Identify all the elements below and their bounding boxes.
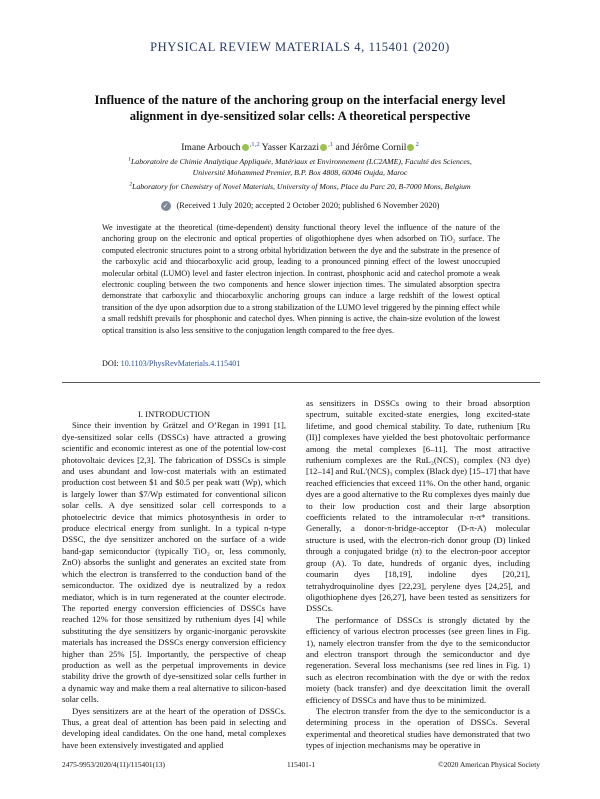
author-conjunction: and (333, 142, 352, 153)
section-heading: I. INTRODUCTION (137, 409, 211, 419)
affiliation-1 (80, 156, 520, 178)
publication-dates (0, 201, 600, 211)
left-column (62, 409, 286, 751)
article-title: Influence of the nature of the anchoring group on the interfacial energy level alignment in dye-sensitized solar cells: A theoretical perspective (94, 93, 506, 123)
footer-copyright: ©2020 American Physical Society (438, 760, 540, 769)
doi-link[interactable]: 10.1103/PhysRevMaterials.4.115401 (120, 359, 241, 368)
orcid-icon[interactable] (407, 144, 414, 151)
author-name: Yasser Karzazi (261, 142, 320, 153)
footer-page-number: 115401-1 (286, 760, 316, 769)
orcid-icon[interactable] (242, 144, 249, 151)
affiliation-text: Université Mohammed Premier, B.P. Box 4808, 60046 Oujda, Maroc (192, 168, 408, 177)
doi-label: DOI: (102, 359, 119, 368)
affiliation-2 (80, 181, 520, 192)
doi-line (102, 359, 240, 368)
paragraph: Since their invention by Grätzel and O’Regan in 1991 [1], dye-sensitized solar cells (DSSCs) have attracted a growing scientific and economic interest as one of the potential low-cost photovoltaic devices [2,3]. The fabrication of DSSCs is simple and uses abundant and low-cost materials with an estimated production cost between $1 and $0.5 per peak watt (Wp), which is largely lower than $7/Wp estimated for conventional silicon solar cells. A dye sensitized solar cell corresponds to a photoelectric device that mimics photosynthesis in order to produce electrical energy from sunlight. In a typical n-type DSSC, the dye sensitizer anchored on the surface of a wide band-gap semiconductor (typically TiO₂ or, less commonly, ZnO) absorbs the sunlight and generates an excited state from which the electron is transferred to the conduction band of the semiconductor. The oxidized dye is neutralized by a redox mediator, which is in turn regenerated at the counter electrode. The reported energy conversion efficiencies of DSSCs have reached 12% for those sensitized by ruthenium dyes [4] while substituting the dye sensitizers by organic-inorganic perovskite materials has increased the DSSCs energy conversion efficiency higher than 25% [5]. Importantly, the perspective of cheap production as well as the perpetual improvements in device stability drive the growth of dye-sensitized solar cells further in a dynamic way and make them a real alternative to silicon-based solar cells. (62, 420, 286, 705)
affiliation-text: Laboratory for Chemistry of Novel Materials, University of Mons, Place du Parc 20, B-7000 Mons, Belgium (132, 182, 471, 191)
paragraph: The performance of DSSCs is strongly dictated by the efficiency of various electron processes (see green lines in Fig. 1), namely electron transfer from the dye to the semiconductor and electron transport through the semiconductor and dye regeneration. Several loss mechanisms (see red lines in Fig. 1) such as electron recombination with the dye or with the redox moiety (back transfer) and dye deexcitation limit the overall efficiency of DSSCs and have thus to be minimized. (306, 614, 530, 705)
paragraph: Dyes sensitizers are at the heart of the operation of DSSCs. Thus, a great deal of attention has been paid in selecting and developing ideal candidates. On the one hand, metal complexes have been extensively investigated and applied (62, 705, 286, 750)
affiliation-number: 1 (128, 156, 131, 163)
paragraph: as sensitizers in DSSCs owing to their broad absorption spectrum, suitable excited-state energies, long excited-state lifetime, and good chemical stability. To date, ruthenium [Ru (II)] complexes have yielded the best photovoltaic performance among the metal complexes [6–11]. The most attractive ruthenium complexes are the RuL₂(NCS)₂ complex (N3 dye) [12–14] and RuL′(NCS)₃ complex (Black dye) [15–17] that have reached efficiencies that exceed 11%. On the other hand, organic dyes are a good alternative to the Ru complexes dyes mainly due to their low production cost and their large absorption coefficients related to the intramolecular π-π* transitions. Generally, a donor-π-bridge-acceptor (D-π-A) molecular structure is used, with the electron-rich donor group (D) linked through a conjugated bridge (π) to the electron-poor acceptor group (A). To date, hundreds of organic dyes, including coumarin dyes [18,19], indoline dyes [20,21], tetrahydroquinoline dyes [22,23], perylene dyes [24,25], and oligothiophene dyes [26,27], have been tested as sensitizers for DSSCs. (306, 398, 530, 614)
author-affiliation-ref[interactable]: ,1 (328, 140, 334, 148)
affiliation-text: Laboratoire de Chimie Analytique Appliquée, Matériaux et Environnement (LC2AME), Faculté des Sciences, (130, 157, 472, 166)
author-name: Imane Arbouch (181, 142, 241, 153)
crossmark-icon[interactable]: ✓ (161, 201, 171, 211)
footer-issn: 2475-9953/2020/4(11)/115401(13) (62, 760, 165, 769)
abstract: We investigate at the theoretical (time-dependent) density functional theory level the influence of the nature of the anchoring group on the electronic and optical properties of oligothiophene dyes when adsorbed on TiO₂ surface. The computed electronic structures point to a strong orbital hybridization between the dye and the substrate in the presence of the carboxylic acid and thiocarboxylic acid group, leading to a pronounced pinning effect of the lowest unoccupied molecular orbital (LUMO) level and faster electron injection. In contrast, phosphonic acid and catechol promote a weak electronic coupling between the two components and hence slower injection times. The simulated absorption spectra demonstrate that carboxylic and thiocarboxylic anchoring groups can induce a large redshift of the lowest optical transition of the dye upon adsorption due to a strong stabilization of the LUMO level triggered by the pinning effect while a small redshift prevails for phosphonic and catechol dyes. When pinning is active, the chain-size evolution of the lowest optical transition is also less sensitive to the conjugation length compared to the free dyes. (102, 223, 500, 335)
right-column (306, 398, 530, 752)
author-list (0, 142, 600, 153)
author-affiliation-ref[interactable]: 2 (415, 140, 419, 148)
author-affiliation-ref[interactable]: ,1,2 (249, 140, 260, 148)
journal-header: PHYSICAL REVIEW MATERIALS 4, 115401 (2020) (150, 40, 450, 54)
affiliation-number: 2 (129, 181, 133, 188)
divider (62, 382, 540, 383)
author-name: Jérôme Cornil (351, 142, 407, 153)
paragraph: The electron transfer from the dye to the semiconductor is a determining process in the operation of DSSCs. Several experimental and theoretical studies have demonstrated that two types of injection mechanisms may be operative in (306, 705, 530, 751)
received-text: (Received 1 July 2020; accepted 2 October 2020; published 6 November 2020) (176, 201, 440, 210)
orcid-icon[interactable] (320, 144, 327, 151)
